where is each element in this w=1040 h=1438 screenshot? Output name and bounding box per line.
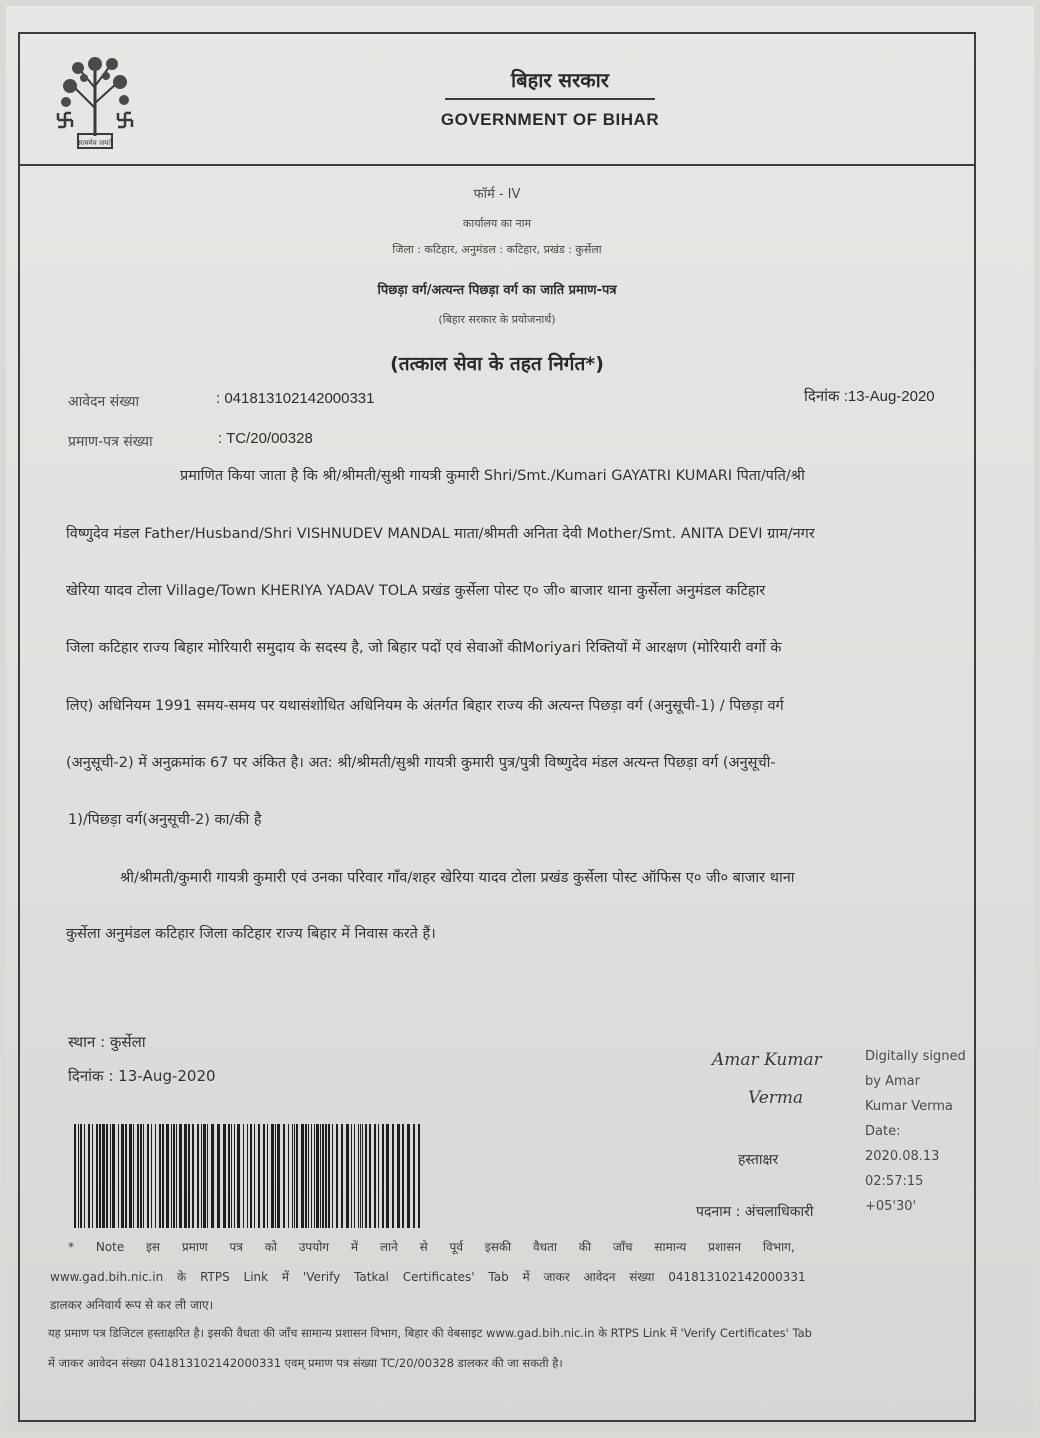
barcode-bar <box>118 1124 119 1228</box>
residence-line-2: कुर्सेला अनुमंडल कटिहार जिला कटिहार राज्य बिहार में निवास करते हैं। <box>66 926 436 942</box>
barcode-bar <box>203 1124 206 1228</box>
barcode-bar <box>106 1124 108 1228</box>
barcode-bar <box>378 1124 379 1228</box>
barcode-bar <box>305 1124 307 1228</box>
application-number-label: आवेदन संख्या <box>68 394 140 410</box>
barcode-bar <box>207 1124 208 1228</box>
certificate-sheet <box>6 6 1034 1432</box>
office-location: जिला : कटिहार, अनुमंडल : कटिहार, प्रखंड : कुर्सेला <box>392 243 602 256</box>
note-line-2: www.gad.bih.nic.in के RTPS Link में 'Verify Tatkal Certificates' Tab में जाकर आवेदन संख्या 041813102142000331 <box>50 1270 806 1284</box>
barcode-bar <box>84 1124 85 1228</box>
barcode-bar <box>320 1124 321 1228</box>
barcode-bar <box>328 1124 330 1228</box>
barcode-bar <box>360 1124 361 1228</box>
bihar-emblem-icon <box>50 48 140 152</box>
barcode-bar <box>129 1124 132 1228</box>
barcode-bar <box>228 1124 230 1228</box>
barcode-bar <box>322 1124 324 1228</box>
barcode-bar <box>413 1124 415 1228</box>
barcode-bar <box>155 1124 156 1228</box>
barcode-bar <box>292 1124 293 1228</box>
barcode-bar <box>254 1124 255 1228</box>
barcode-bar <box>88 1124 90 1228</box>
barcode-bar <box>151 1124 152 1228</box>
barcode-bar <box>173 1124 175 1228</box>
digital-sign-line: 2020.08.13 <box>865 1149 940 1164</box>
form-number: फॉर्म - IV <box>473 187 521 202</box>
body-line-5: लिए) अधिनियम 1991 समय-समय पर यथासंशोधित अधिनियम के अंतर्गत बिहार राज्य की अत्यन्त पिछड़ा वर्ग (अनुसूची-1) / पिछड़ा वर्ग <box>66 698 784 714</box>
barcode-bar <box>179 1124 182 1228</box>
barcode-bar <box>336 1124 338 1228</box>
barcode-bar <box>96 1124 98 1228</box>
certificate-number-label: प्रमाण-पत्र संख्या <box>68 434 153 450</box>
emblem-motto: सत्यमेव जयते <box>77 139 113 147</box>
barcode-bar <box>110 1124 111 1228</box>
body-line-1: प्रमाणित किया जाता है कि श्री/श्रीमती/सुश्री गायत्री कुमारी Shri/Smt./Kumari GAYATRI KUMARI पिता/पति/श्री <box>180 468 805 484</box>
barcode-bar <box>211 1124 214 1228</box>
barcode-bar <box>314 1124 315 1228</box>
digital-sign-line: Date: <box>865 1124 901 1139</box>
digital-sign-line: +05'30' <box>865 1199 917 1214</box>
barcode-bar <box>332 1124 333 1228</box>
body-line-2: विष्णुदेव मंडल Father/Husband/Shri VISHNUDEV MANDAL माता/श्रीमती अनिता देवी Mother/Smt. ANITA DEVI ग्राम/नगर <box>66 526 815 542</box>
barcode-bar <box>140 1124 142 1228</box>
barcode-bar <box>133 1124 134 1228</box>
barcode-bar <box>92 1124 93 1228</box>
barcode-bar <box>283 1124 285 1228</box>
barcode-bar <box>137 1124 139 1228</box>
digital-sign-line: Digitally signed <box>865 1049 966 1064</box>
barcode-bar <box>112 1124 115 1228</box>
barcode-bar <box>250 1124 252 1228</box>
barcode-bar <box>365 1124 367 1228</box>
residence-line-1: श्री/श्रीमती/कुमारी गायत्री कुमारी एवं उनका परिवार गाँव/शहर खेरिया यादव टोला प्रखंड कुर्सेला पोस्ट ऑफिस ए० जी० बाजार थाना <box>120 870 795 886</box>
certificate-title: पिछड़ा वर्ग/अत्यन्त पिछड़ा वर्ग का जाति प्रमाण-पत्र <box>377 283 617 298</box>
barcode-bar <box>296 1124 298 1228</box>
barcode-bar <box>325 1124 327 1228</box>
barcode <box>70 1122 430 1230</box>
title-divider <box>445 98 655 100</box>
barcode-bar <box>354 1124 355 1228</box>
barcode-bar <box>294 1124 295 1228</box>
barcode-bar <box>201 1124 202 1228</box>
barcode-bar <box>102 1124 105 1228</box>
barcode-bar <box>143 1124 144 1228</box>
digital-sign-line: 02:57:15 <box>865 1174 924 1189</box>
barcode-bar <box>125 1124 127 1228</box>
office-name-label: कार्यालय का नाम <box>462 217 532 230</box>
signature-name-line1: Amar Kumar <box>712 1050 822 1070</box>
barcode-bar <box>263 1124 265 1228</box>
barcode-bar <box>288 1124 289 1228</box>
body-line-3: खेरिया यादव टोला Village/Town KHERIYA YADAV TOLA प्रखंड कुर्सेला पोस्ट ए० जी० बाजार थाना कुर्सेला अनुमंडल कटिहार <box>66 583 766 599</box>
barcode-bar <box>247 1124 248 1228</box>
signature-label: हस्ताक्षर <box>738 1152 779 1168</box>
tatkal-heading: (तत्काल सेवा के तहत निर्गत*) <box>390 353 604 375</box>
barcode-bar <box>341 1124 343 1228</box>
digital-note-line-1: यह प्रमाण पत्र डिजिटल हस्ताक्षरित है। इसकी वैधता की जाँच सामान्य प्रशासन विभाग, बिहार की वेबसाइट www.gad.bih.nic.in के RTPS Link में 'Verify Certificates' Tab <box>48 1326 812 1340</box>
barcode-bar <box>171 1124 172 1228</box>
note-line-3: डालकर अनिवार्य रूप से कर ली जाए। <box>50 1298 214 1312</box>
digital-sign-line: Kumar Verma <box>865 1099 953 1114</box>
header <box>20 34 974 166</box>
place-label: स्थान : कुर्सेला <box>68 1033 146 1051</box>
body-line-6: (अनुसूची-2) में अनुक्रमांक 67 पर अंकित है। अत: श्री/श्रीमती/सुश्री गायत्री कुमारी पुत्र/पुत्री विष्णुदेव मंडल अत्यन्त पिछड़ा वर्ग (अनुसूची- <box>66 755 776 771</box>
barcode-bar <box>316 1124 319 1228</box>
barcode-bar <box>184 1124 187 1228</box>
barcode-bar <box>231 1124 232 1228</box>
certificate-frame <box>18 32 976 1422</box>
barcode-bar <box>99 1124 101 1228</box>
barcode-bar <box>162 1124 164 1228</box>
body-line-7: 1)/पिछड़ा वर्ग(अनुसूची-2) का/की है <box>68 812 262 828</box>
barcode-bar <box>74 1124 76 1228</box>
footer-date: दिनांक : 13-Aug-2020 <box>68 1067 216 1085</box>
barcode-bar <box>197 1124 199 1228</box>
barcode-bar <box>369 1124 371 1228</box>
certificate-number-value: : TC/20/00328 <box>218 430 313 447</box>
barcode-bar <box>217 1124 220 1228</box>
body-line-4: जिला कटिहार राज्य बिहार मोरियारी समुदाय के सदस्य है, जो बिहार पदों एवं सेवाओं कीMoriyari रिक्तियों में आरक्षण (मोरियारी वर्गो के <box>66 640 782 656</box>
barcode-bar <box>382 1124 384 1228</box>
barcode-bar <box>243 1124 244 1228</box>
digital-sign-line: by Amar <box>865 1074 920 1089</box>
barcode-bar <box>121 1124 124 1228</box>
barcode-bar <box>192 1124 194 1228</box>
barcode-bar <box>374 1124 376 1228</box>
barcode-bar <box>80 1124 82 1228</box>
gov-title-hindi: बिहार सरकार <box>511 68 609 92</box>
signature-name-line2: Verma <box>748 1088 804 1108</box>
barcode-bar <box>407 1124 410 1228</box>
barcode-bar <box>402 1124 404 1228</box>
barcode-bar <box>277 1124 280 1228</box>
barcode-bar <box>362 1124 363 1228</box>
barcode-bar <box>311 1124 312 1228</box>
barcode-bar <box>386 1124 389 1228</box>
barcode-bar <box>275 1124 276 1228</box>
barcode-bar <box>176 1124 177 1228</box>
barcode-bar <box>234 1124 235 1228</box>
barcode-bar <box>166 1124 169 1228</box>
barcode-bar <box>397 1124 400 1228</box>
barcode-bar <box>271 1124 274 1228</box>
barcode-bar <box>358 1124 359 1228</box>
barcode-bar <box>147 1124 149 1228</box>
barcode-bar <box>258 1124 260 1228</box>
gov-title-english: GOVERNMENT OF BIHAR <box>440 110 660 129</box>
barcode-bar <box>392 1124 394 1228</box>
note-line-1: * Note इस प्रमाण पत्र को उपयोग में लाने से पूर्व इसकी वैधता की जाँच सामान्य प्रशासन विभाग, <box>68 1240 795 1254</box>
digital-signature-block <box>865 1044 975 1219</box>
barcode-bar <box>418 1124 420 1228</box>
barcode-bar <box>237 1124 240 1228</box>
barcode-bar <box>308 1124 309 1228</box>
application-number-value: : 041813102142000331 <box>216 390 375 407</box>
barcode-bar <box>351 1124 352 1228</box>
barcode-bar <box>301 1124 304 1228</box>
barcode-bar <box>159 1124 161 1228</box>
barcode-bar <box>346 1124 349 1228</box>
certificate-purpose: (बिहार सरकार के प्रयोजनार्थ) <box>438 313 556 326</box>
barcode-bar <box>223 1124 226 1228</box>
issue-date: दिनांक :13-Aug-2020 <box>804 388 935 405</box>
digital-note-line-2: में जाकर आवेदन संख्या 041813102142000331 एवम् प्रमाण पत्र संख्या TC/20/00328 डालकर की जा सकती है। <box>48 1356 563 1370</box>
barcode-bar <box>188 1124 190 1228</box>
barcode-bar <box>78 1124 79 1228</box>
designation: पदनाम : अंचलाधिकारी <box>696 1204 814 1220</box>
barcode-bar <box>267 1124 268 1228</box>
